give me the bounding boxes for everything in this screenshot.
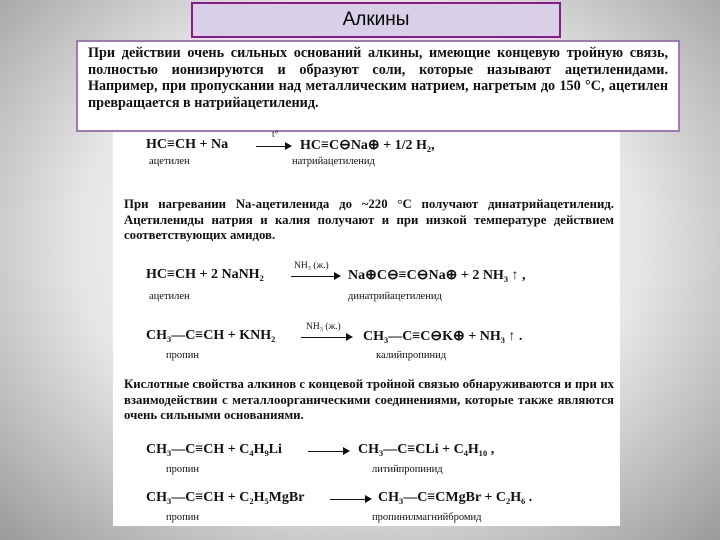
paragraph-2: При нагревании Na-ацетиленида до ~220 °С получают динатрийацетиленид. Ацетилениды натрия и калия получают и при низкой температуре действием соответствующих амидов. (124, 197, 614, 242)
reaction2-arrow (291, 276, 339, 277)
reaction4-rhs: CH₃—C≡CLi + C₄H₁₀ , (358, 442, 495, 457)
reaction3-rhs: CH₃—C≡C⊖K⊕ + NH₃ ↑ . (363, 329, 523, 344)
reaction1-label-right: натрийацетиленид (292, 156, 375, 167)
reaction3-condition: NH₃ (ж.) (306, 322, 341, 332)
reaction4-lhs: CH₃—C≡CH + C₄H₉Li (146, 442, 282, 457)
paragraph-3: Кислотные свойства алкинов с концевой тройной связью обнаруживаются и при их взаимодействии с металлоорганическими соединениями, которые также являются очень сильными основаниями. (124, 377, 614, 422)
reaction1-condition: t° (272, 130, 279, 140)
reaction3-arrow (301, 337, 351, 338)
reaction1-rhs: HC≡C⊖Na⊕ + 1/2 H₂, (300, 138, 435, 153)
reaction5-rhs: CH₃—C≡CMgBr + C₂H₆ . (378, 490, 533, 505)
slide-title: Алкины (191, 2, 561, 38)
reaction2-label-right: динатрийацетиленид (348, 291, 442, 302)
reaction4-label-right: литийпропинид (372, 464, 443, 475)
reaction2-label-left: ацетилен (149, 291, 190, 302)
reaction3-label-left: пропин (166, 350, 199, 361)
reaction2-condition: NH₃ (ж.) (294, 261, 329, 271)
reaction2-rhs: Na⊕C⊖≡C⊖Na⊕ + 2 NH₃ ↑ , (348, 268, 526, 283)
reaction5-lhs: CH₃—C≡CH + C₂H₅MgBr (146, 490, 305, 505)
reaction5-label-left: пропин (166, 512, 199, 523)
reaction5-label-right: пропинилмагнийбромид (372, 512, 482, 523)
reaction1-arrow (256, 146, 290, 147)
reaction4-label-left: пропин (166, 464, 199, 475)
reaction3-lhs: CH₃—C≡CH + KNH₂ (146, 328, 276, 343)
reaction1-lhs: HC≡CH + Na (146, 137, 229, 152)
intro-paragraph: При действии очень сильных оснований алкины, имеющие концевую тройную связь, полностью ионизируются и образуют соли, которые называют ацетиленидами. Например, при пропускании над металлическим натрием, нагретым до 150 °С, ацетилен превращается в натрийацетиленид. (76, 40, 680, 132)
reaction1-label-left: ацетилен (149, 156, 190, 167)
reaction2-lhs: HC≡CH + 2 NaNH₂ (146, 267, 264, 282)
reaction5-arrow (330, 499, 370, 500)
reaction4-arrow (308, 451, 348, 452)
reaction3-label-right: калийпропинид (376, 350, 447, 361)
